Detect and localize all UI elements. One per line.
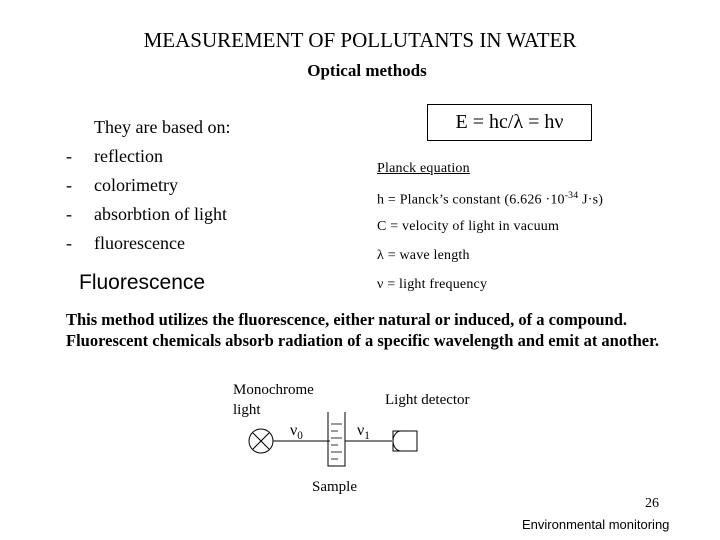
planck-constant-unit: J·s)	[578, 192, 604, 208]
bullet-text: fluorescence	[94, 233, 185, 253]
nu-symbol: ν	[290, 422, 298, 439]
bullet-text: colorimetry	[94, 175, 178, 195]
page-number: 26	[645, 496, 659, 511]
planck-constant-exponent: -34	[564, 190, 579, 201]
nu-symbol: ν	[357, 422, 365, 439]
bullet-dash: -	[66, 233, 72, 253]
wavelength-definition: λ = wave length	[377, 248, 470, 263]
light-source-icon	[249, 429, 273, 453]
equation-title: Planck equation	[377, 161, 470, 176]
nu-subscript: 1	[364, 430, 370, 443]
frequency-definition: ν = light frequency	[377, 277, 488, 292]
fluorescence-heading: Fluorescence	[79, 271, 206, 294]
bullet-dash: -	[66, 146, 72, 166]
light-detector-icon	[393, 431, 417, 451]
bullet-text: absorbtion of light	[94, 204, 227, 224]
light-velocity-definition: C = velocity of light in vacuum	[377, 219, 560, 234]
slide-title: MEASUREMENT OF POLLUTANTS IN WATER	[143, 28, 577, 52]
sample-label: Sample	[312, 479, 357, 495]
planck-constant-text: h = Planck’s constant (6.626 ·10	[377, 192, 565, 208]
sample-cuvette-icon	[328, 412, 345, 466]
bullet-text: reflection	[94, 146, 163, 166]
slide-subtitle: Optical methods	[307, 61, 427, 80]
intro-text: They are based on:	[94, 117, 231, 137]
method-description: This method utilizes the fluorescence, either natural or induced, of a compound. Fluorescent chemicals absorb radiation of a specific wavelength and emit at another.	[66, 310, 660, 350]
light-source-label: Monochrome light	[233, 382, 314, 418]
formula-box: E = hc/λ = hν	[427, 104, 592, 141]
bullet-dash: -	[66, 175, 72, 195]
nu-subscript: 0	[297, 430, 303, 443]
bullet-dash: -	[66, 204, 72, 224]
light-detector-label: Light detector	[385, 392, 470, 408]
footer-text: Environmental monitoring	[522, 517, 670, 532]
